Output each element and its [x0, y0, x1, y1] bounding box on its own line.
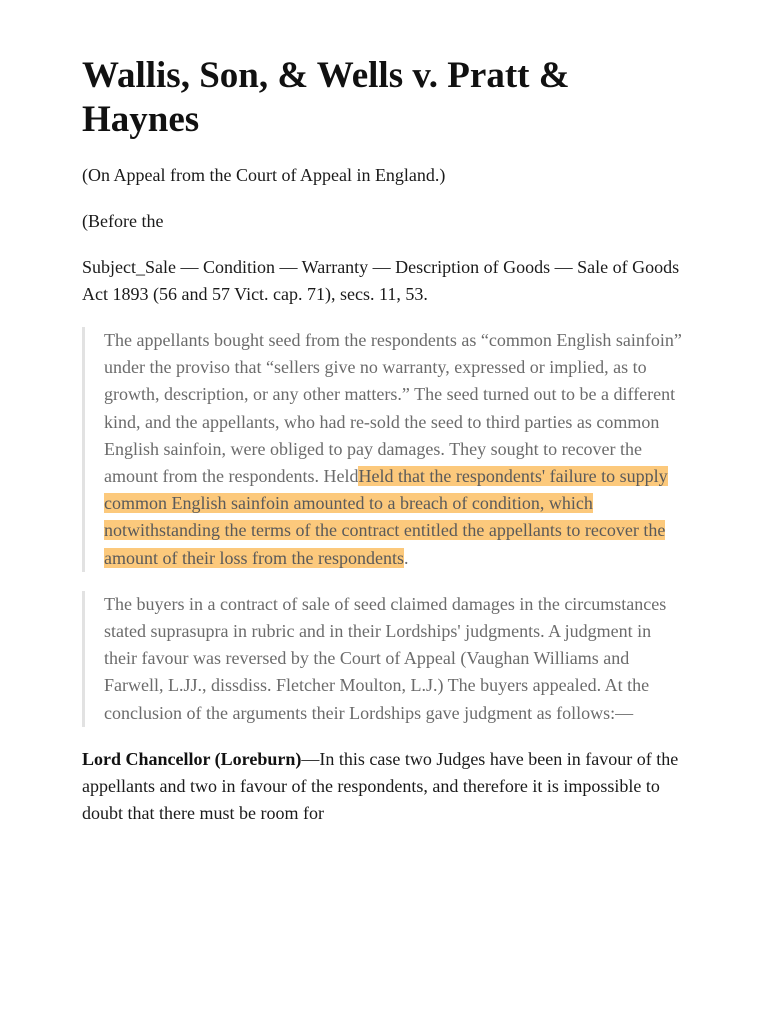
summary-blockquote — [82, 591, 682, 727]
subject-line: Subject_Sale — Condition — Warranty — Description of Goods — Sale of Goods Act 1893 (56 and 57 Vict. cap. 71), secs. 11, 53. — [82, 257, 680, 304]
highlighted-holding[interactable]: Held that the respondents' failure to supply common English sainfoin amounted to a breach of condition, which notwithstanding the terms of the contract entitled the appellants to recover the amount of their loss from the respondents — [104, 466, 668, 568]
rubric-text: The appellants bought seed from the respondents as “common English sainfoin” under the proviso that “sellers give no warranty, expressed or implied, as to growth, description, or any other matters.” The seed turned out to be a different kind, and the appellants, who had re-sold the seed to third parties as common English sainfoin, were obliged to pay damages. They sought to recover the amount from the respondents. Held — [104, 330, 682, 487]
judgment-speaker: Lord Chancellor (Loreburn) — [82, 748, 302, 769]
rubric-end: . — [403, 547, 409, 568]
summary-paragraph: The buyers in a contract of sale of seed claimed damages in the circumstances stated suprasupra in rubric and in their Lordships' judgments. A judgment in their favour was reversed by the Court of Appeal (Vaughan Williams and Farwell, L.JJ., dissdiss. Fletcher Moulton, L.J.) The buyers appealed. At the conclusion of the arguments their Lordships gave judgment as follows:— — [104, 593, 667, 723]
appeal-line: (On Appeal from the Court of Appeal in England.) — [82, 165, 446, 185]
before-line: (Before the — [82, 211, 164, 231]
document-body — [82, 54, 682, 827]
judgment-paragraph — [82, 746, 682, 827]
judgment-text: —In this case two Judges have been in favour of the appellants and two in favour of the respondents, and therefore it is impossible to doubt that there must be room for — [82, 748, 679, 823]
rubric-paragraph — [104, 327, 682, 572]
page-title: Wallis, Son, & Wells v. Pratt & Haynes — [82, 55, 570, 140]
rubric-blockquote — [82, 327, 682, 572]
